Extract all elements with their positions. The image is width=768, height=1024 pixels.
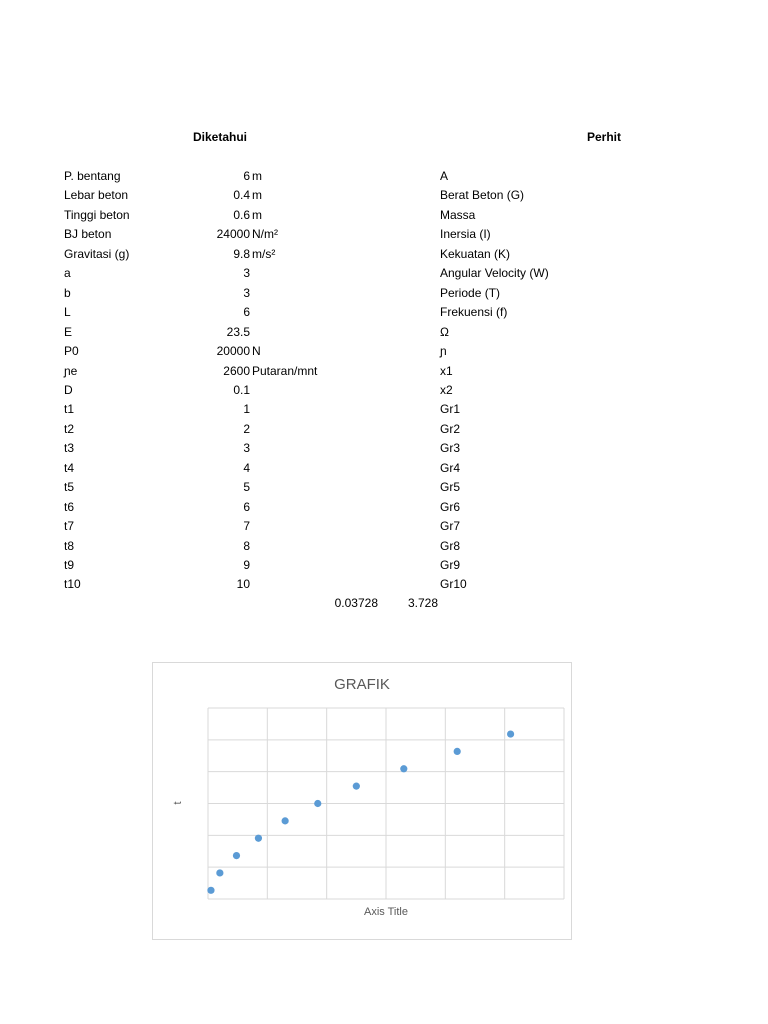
given-value: 8: [243, 539, 250, 553]
x-axis-title: Axis Title: [363, 906, 408, 918]
calculation-label: Gr9: [440, 558, 461, 572]
given-value: 0.1: [233, 383, 250, 397]
given-value: 0.4: [233, 188, 250, 202]
given-value: 23.5: [226, 325, 250, 339]
given-unit: m/s²: [252, 247, 276, 261]
given-unit: m: [252, 208, 262, 222]
data-point[interactable]: [353, 783, 360, 790]
calculation-label: Gr6: [440, 500, 461, 514]
given-value: 6: [243, 305, 250, 319]
calculation-label: Gr4: [440, 461, 461, 475]
given-label: t8: [64, 539, 75, 553]
data-point[interactable]: [454, 748, 461, 755]
given-label: a: [64, 266, 71, 280]
given-label: P0: [64, 344, 79, 358]
extra-value-2: 3.728: [407, 596, 438, 610]
calculation-label: Gr2: [440, 422, 461, 436]
calculation-label: Berat Beton (G): [440, 188, 525, 202]
calculation-label: Gr10: [440, 577, 467, 591]
calculation-label: Gr5: [440, 480, 461, 494]
given-label: ɲe: [64, 364, 78, 378]
data-point[interactable]: [314, 800, 321, 807]
given-value: 9: [243, 558, 250, 572]
given-label: t7: [64, 519, 75, 533]
calculation-label: Gr8: [440, 539, 461, 553]
given-value: 5: [243, 480, 250, 494]
right-header: Perhit: [587, 130, 622, 144]
given-value: 9.8: [233, 247, 250, 261]
data-point[interactable]: [507, 730, 514, 737]
given-value: 6: [243, 500, 250, 514]
given-label: t4: [64, 461, 75, 475]
given-value: 1: [243, 402, 250, 416]
calculation-label: Frekuensi (f): [440, 305, 508, 319]
data-point[interactable]: [282, 817, 289, 824]
given-label: b: [64, 286, 71, 300]
given-label: D: [64, 383, 73, 397]
calculation-label: Angular Velocity (W): [440, 266, 549, 280]
given-value: 7: [243, 519, 250, 533]
calculation-label: Inersia (I): [440, 227, 491, 241]
calculation-label: x1: [440, 364, 453, 378]
given-value: 3: [243, 441, 250, 455]
given-unit: N/m²: [252, 227, 278, 241]
calculation-label: Gr3: [440, 441, 461, 455]
data-point[interactable]: [207, 887, 214, 894]
given-label: t3: [64, 441, 75, 455]
given-value: 6: [243, 169, 250, 183]
given-value: 20000: [216, 344, 250, 358]
given-label: E: [64, 325, 73, 339]
given-value: 2: [243, 422, 250, 436]
given-label: t6: [64, 500, 75, 514]
given-label: Gravitasi (g): [64, 247, 130, 261]
data-point[interactable]: [233, 852, 240, 859]
calculation-label: Kekuatan (K): [440, 247, 511, 261]
given-label: L: [64, 305, 71, 319]
calculation-label: Gr1: [440, 402, 461, 416]
given-unit: N: [252, 344, 261, 358]
calculation-label: Periode (T): [440, 286, 501, 300]
given-value: 3: [243, 266, 250, 280]
given-unit: Putaran/mnt: [252, 364, 318, 378]
given-label: Tinggi beton: [64, 208, 130, 222]
given-label: P. bentang: [64, 169, 121, 183]
data-point[interactable]: [216, 869, 223, 876]
calculation-label: Massa: [440, 208, 476, 222]
given-value: 3: [243, 286, 250, 300]
given-value: 10: [236, 577, 250, 591]
calculation-label: ɲ: [440, 344, 447, 358]
given-label: t9: [64, 558, 75, 572]
given-unit: m: [252, 188, 262, 202]
given-label: t5: [64, 480, 75, 494]
given-unit: m: [252, 169, 262, 183]
chart-title: GRAFIK: [334, 676, 390, 693]
given-label: t2: [64, 422, 75, 436]
y-axis-label: t: [172, 801, 184, 805]
given-value: 24000: [216, 227, 250, 241]
given-label: Lebar beton: [64, 188, 129, 202]
calculation-label: A: [440, 169, 449, 183]
data-point[interactable]: [255, 835, 262, 842]
calculation-label: Ω: [440, 325, 449, 339]
given-value: 2600: [223, 364, 250, 378]
calculation-label: Gr7: [440, 519, 461, 533]
given-label: t1: [64, 402, 75, 416]
given-value: 4: [243, 461, 250, 475]
extra-value-1: 0.03728: [334, 596, 378, 610]
data-point[interactable]: [400, 765, 407, 772]
given-value: 0.6: [233, 208, 250, 222]
calculation-label: x2: [440, 383, 453, 397]
given-label: BJ beton: [64, 227, 112, 241]
left-header: Diketahui: [193, 130, 248, 144]
given-label: t10: [64, 577, 81, 591]
